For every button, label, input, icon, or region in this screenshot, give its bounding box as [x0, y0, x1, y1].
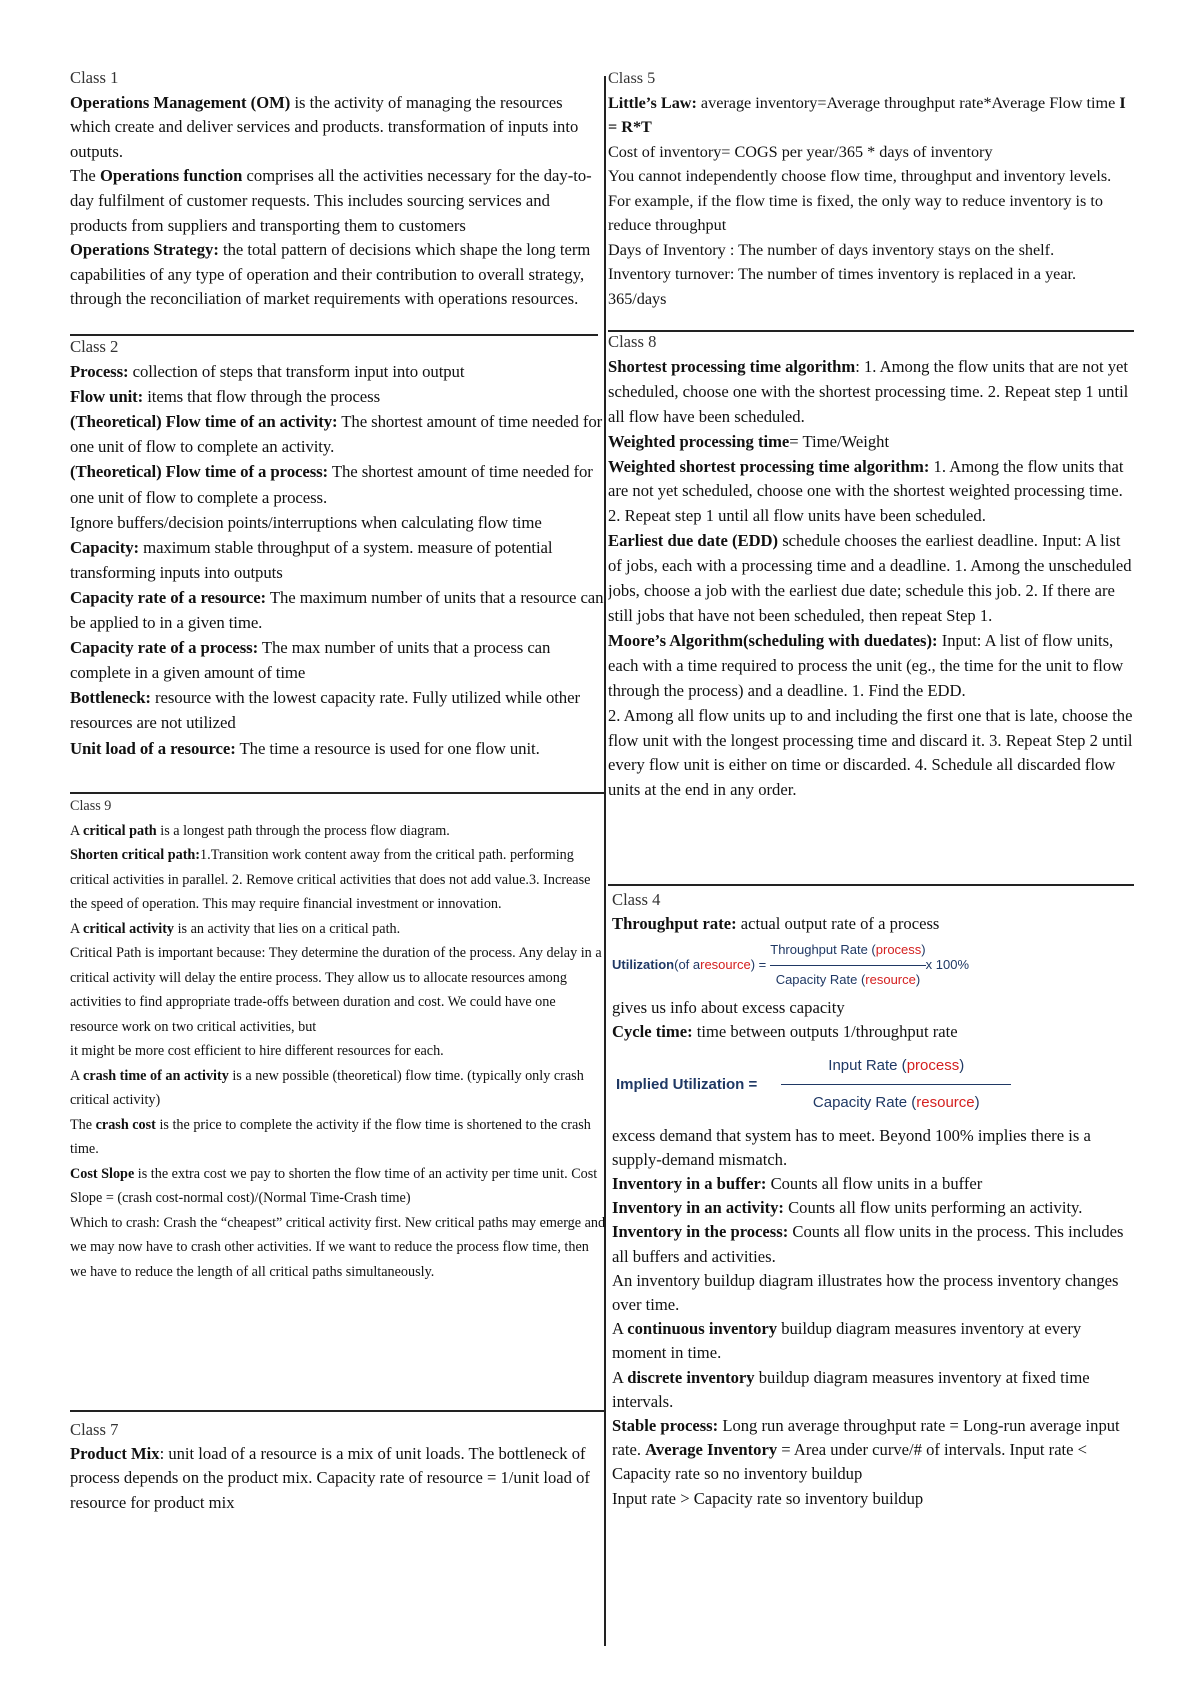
class8-section: [608, 330, 1134, 878]
class4-item: Input rate > Capacity rate so inventory buildup: [612, 1488, 924, 1508]
class5-item: You cannot independently choose flow time, throughput and inventory levels. For example, if the flow time is fixed, the only way to reduce inventory is to reduce throughput: [608, 167, 1112, 234]
class8-heading: Class 8: [608, 332, 657, 351]
class8-item: Weighted processing time= Time/Weight: [608, 431, 890, 451]
class4-item: Inventory in an activity: Counts all flow units performing an activity. Inventory in the process: Counts all flow units in the process. This includes all buffers and activities.: [612, 1198, 1124, 1266]
class4-item: Stable process: Long run average throughput rate = Long-run average input rate. Average Inventory = Area under curve/# of intervals. Input rate < Capacity rate so no inventory buildup: [612, 1416, 1120, 1484]
class5-item: Days of Inventory : The number of days inventory stays on the shelf.: [608, 240, 1055, 259]
class2-item: Flow unit: items that flow through the process: [70, 387, 381, 407]
class9-item: A critical path is a longest path through the process flow diagram.: [70, 822, 450, 839]
class9-item: Cost Slope is the extra cost we pay to shorten the flow time of an activity per time unit. Cost Slope = (crash cost-normal cost)/(Normal Time-Crash time): [70, 1165, 598, 1206]
class9-divider: [70, 1410, 606, 1412]
implied-utilization-formula: Implied Utilization = $\frac{\text{Input Rate (process)}}{\text{Capacity Rate (resource)}}$: [616, 1054, 1134, 1115]
class9-item: A critical activity is an activity that lies on a critical path.: [70, 920, 401, 937]
class4-item: excess demand that system has to meet. Beyond 100% implies there is a supply-demand mismatch.: [612, 1125, 1091, 1169]
class1-strategy-paragraph: Operations Strategy: the total pattern of decisions which shape the long term capabilities of any type of operation and their contribution to overall strategy, through the reconciliation of market requirements with operations resources.: [70, 240, 591, 309]
class9-item: Critical Path is important because: They determine the duration of the process. Any delay in a critical activity will delay the entire process. They allow us to allocate resources among activities to find appropriate trade-offs between duration and cost. We could have one resource work on two critical activities, but: [70, 945, 602, 1035]
class4-item: A continuous inventory buildup diagram measures inventory at every moment in time.: [612, 1319, 1082, 1363]
class4-item: An inventory buildup diagram illustrates how the process inventory changes over time.: [612, 1270, 1119, 1315]
class2-item: Capacity: maximum stable throughput of a system. measure of potential transforming inputs into outputs: [70, 537, 553, 582]
class9-item: A crash time of an activity is a new possible (theoretical) flow time. (typically only crash critical activity): [70, 1067, 584, 1108]
class1-om-paragraph: Operations Management (OM) is the activity of managing the resources which create and deliver services and products. transformation of inputs into outputs.: [70, 92, 579, 161]
class2-item: Capacity rate of a resource: The maximum number of units that a resource can be applied to in a given time.: [70, 587, 604, 633]
class5-heading: Class 5: [608, 69, 656, 87]
class9-item: Which to crash: Crash the “cheapest” critical activity first. New critical paths may emerge and we may now have to crash other activities. If we want to reduce the process flow time, then we have to reduce the length of all critical paths simultaneously.: [70, 1214, 606, 1280]
class9-section: [70, 794, 606, 1404]
cheat-sheet: [70, 66, 1132, 1656]
class8-item: Weighted shortest processing time algorithm: 1. Among the flow units that are not yet scheduled, choose one with the shortest weighted processing time. 2. Repeat step 1 until all flow units have been scheduled.: [608, 456, 1124, 526]
class2-section: [70, 334, 606, 788]
class5-section: [608, 66, 1134, 328]
class1-section: [70, 66, 606, 332]
class2-heading: Class 2: [70, 337, 119, 356]
class5-item: Inventory turnover: The number of times inventory is replaced in a year. 365/days: [608, 265, 1077, 308]
class9-heading: Class 9: [70, 798, 112, 814]
utilization-formula: Utilization (of a resource ) = $\frac{\text{Throughput Rate (process)}}{\text{Capacity Rate (resource)}}$ x 100%: [612, 938, 1134, 991]
class1-function-paragraph: The Operations function comprises all the activities necessary for the day-to-day fulfilment of customer requests. This includes sourcing services and products from suppliers and transporting them to customers: [70, 166, 592, 235]
class2-item: (Theoretical) Flow time of an activity: The shortest amount of time needed for one unit of flow to complete an activity.: [70, 412, 603, 457]
utilization-fraction: $\frac{\text{Throughput Rate (process)}}{\text{Capacity Rate (resource)}}$: [770, 942, 926, 987]
class4-item: Inventory in a buffer: Counts all flow units in a buffer: [612, 1174, 983, 1194]
class4-item: A discrete inventory buildup diagram measures inventory at fixed time intervals.: [612, 1367, 1090, 1411]
class8-item: Moore’s Algorithm(scheduling with duedates): Input: A list of flow units, each with a time required to process the unit (eg., the time for the unit to flow through the process) and a deadline. 1. Find the EDD.: [608, 630, 1124, 700]
class4-cycle-time: Cycle time: time between outputs 1/throughput rate: [612, 1022, 958, 1042]
class4-heading: Class 4: [612, 890, 661, 909]
implied-utilization-fraction: $\frac{\text{Input Rate (process)}}{\text{Capacity Rate (resource)}}$: [781, 1054, 1011, 1115]
class2-item: Capacity rate of a process: The max number of units that a process can complete in a given amount of time: [70, 638, 551, 683]
class8-divider: [608, 884, 1134, 886]
class4-excess-capacity: gives us info about excess capacity: [612, 997, 845, 1017]
class5-item: Cost of inventory= COGS per year/365 * days of inventory: [608, 142, 993, 161]
class5-littles-law: Little’s Law: average inventory=Average throughput rate*Average Flow time I = R*T: [608, 93, 1126, 136]
class1-heading: Class 1: [70, 68, 119, 87]
class4-throughput: Throughput rate: actual output rate of a process: [612, 914, 940, 934]
class8-item: 2. Among all flow units up to and including the first one that is late, choose the flow unit with the longest processing time and discard it. 3. Repeat Step 2 until every flow unit is either on time or discarded. 4. Schedule all discarded flow units at the end in any order.: [608, 705, 1133, 800]
class7-paragraph: Product Mix: unit load of a resource is a mix of unit loads. The bottleneck of process depends on the product mix. Capacity rate of resource = 1/unit load of resource for product mix: [70, 1444, 590, 1512]
class2-item: (Theoretical) Flow time of a process: The shortest amount of time needed for one unit of flow to complete a process.: [70, 462, 593, 507]
class2-item: Unit load of a resource: The time a resource is used for one flow unit.: [70, 738, 540, 758]
class4-section: [608, 888, 1134, 1568]
class2-item: Ignore buffers/decision points/interruptions when calculating flow time: [70, 512, 542, 532]
class8-item: Earliest due date (EDD) schedule chooses the earliest deadline. Input: A list of jobs, each with a processing time and a deadline. 1. Among the unscheduled jobs, choose a job with the earliest due date; schedule this job. 2. If there are still jobs that have not been scheduled, then repeat Step 1.: [608, 531, 1132, 625]
class7-heading: Class 7: [70, 1420, 119, 1439]
class2-item: Process: collection of steps that transform input into output: [70, 362, 465, 382]
class9-item: it might be more cost efficient to hire different resources for each.: [70, 1043, 444, 1059]
class2-item: Bottleneck: resource with the lowest capacity rate. Fully utilized while other resources are not utilized: [70, 688, 580, 733]
class9-item: Shorten critical path:1.Transition work content away from the critical path. performing critical activities in parallel. 2. Remove critical activities that does not add value.3. Increase the speed of operation. This may require financial investment or innovation.: [70, 847, 591, 912]
class7-section: [70, 1418, 606, 1538]
class9-item: The crash cost is the price to complete the activity if the flow time is shortened to the crash time.: [70, 1116, 591, 1157]
class8-item: Shortest processing time algorithm: 1. Among the flow units that are not yet scheduled, choose one with the shortest processing time. 2. Repeat step 1 until all flow have been scheduled.: [608, 356, 1129, 426]
